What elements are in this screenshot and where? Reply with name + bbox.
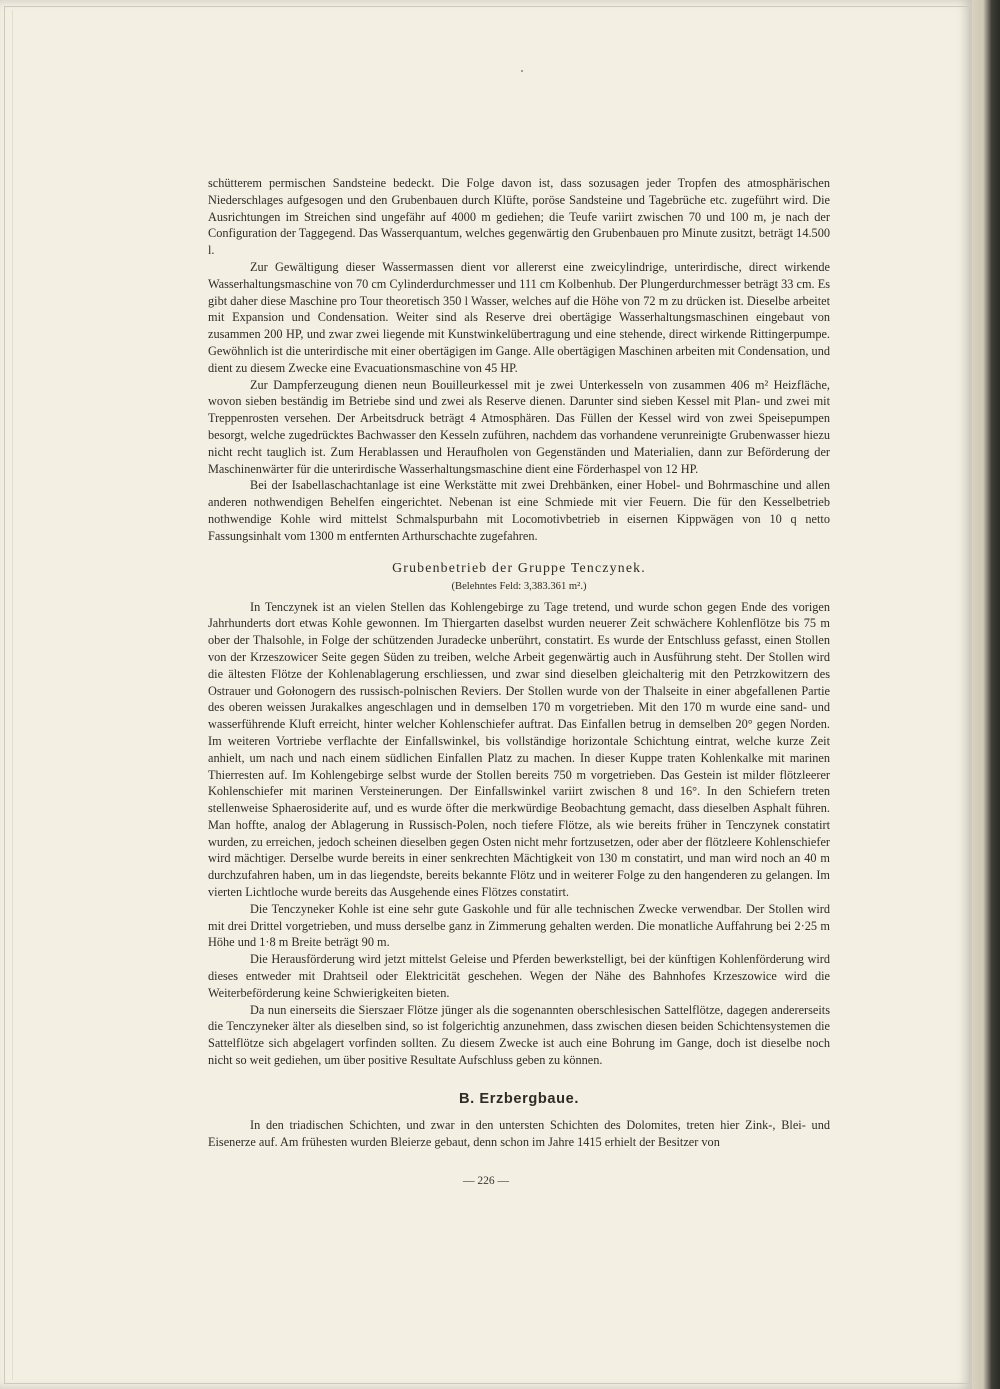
page-edge	[972, 0, 1000, 1389]
paragraph: schütterem permischen Sandsteine bedeckt. Die Folge davon ist, dass sozusagen jeder Tropfen des atmosphärischen Niederschlages aufgesogen und den Grubenbauen durch Klüfte, poröse Sandsteine und Tagebrüche etc. zugeführt wird. Die Ausrichtungen im Streichen sind ungefähr auf 4000 m gediehen; die Teufe variirt zwischen 70 und 100 m, je nach der Configuration der Taggegend. Das Wasserquantum, welches gegenwärtig den Grubenbauen pro Minute zusitzt, beträgt 14.500 l.	[208, 176, 830, 258]
page-body	[208, 175, 830, 1150]
paragraph: Zur Gewältigung dieser Wassermassen dient vor allererst eine zweicylindrige, unterirdische, direct wirkende Wasserhaltungsmaschine von 70 cm Cylinderdurchmesser und 111 cm Kolbenhub. Der Plungerdurchmesser beträgt 33 cm. Es gibt daher diese Maschine pro Tour theoretisch 350 l Wasser, welches auf die Höhe von 72 m zu drücken ist. Dieselbe arbeitet mit Expansion und Condensation. Weiter sind als Reserve drei obertägige Wasserhaltungsmaschinen eingebaut von zusammen 200 HP, und zwar zwei liegende mit Kunstwinkelübertragung und eine stehende, direct wirkende Rittingerpumpe. Gewöhnlich ist die unterirdische mit einer obertägigen im Gange. Alle obertägigen Maschinen arbeiten mit Condensation, und dient zu diesem Zwecke eine Evacuationsmaschine von 45 HP.	[208, 259, 830, 375]
speck-mark	[521, 70, 523, 72]
section-heading-tenczynek: Grubenbetrieb der Gruppe Tenczynek.	[392, 559, 646, 575]
section-subheading-field: (Belehntes Feld: 3,383.361 m².)	[451, 580, 587, 592]
paragraph: Die Herausförderung wird jetzt mittelst Geleise und Pferden bewerkstelligt, bei der künftigen Kohlenförderung wird dieses entweder mit Drahtseil oder Elektricität geschehen. Wegen der Nähe des Bahnhofes Krzeszowice wird die Weiterbeförderung keine Schwierigkeiten bieten.	[208, 952, 830, 1000]
paragraph: Da nun einerseits die Sierszaer Flötze jünger als die sogenannten oberschlesischen Sattelflötze, dagegen andererseits die Tenczyneker älter als dieselben sind, so ist folgerichtig anzunehmen, dass zwischen diesen beiden Schichtensystemen die Sattelflötze sich abgelagert vorfinden sollten. Zu diesem Zwecke ist auch eine Bohrung im Gange, doch ist dieselbe noch nicht so weit gediehen, um über positive Resultate Aufschluss geben zu können.	[208, 1002, 830, 1068]
section-heading-erzbergbaue: B. Erzbergbaue.	[458, 1090, 580, 1107]
paragraph: In den triadischen Schichten, und zwar in den untersten Schichten des Dolomites, treten hier Zink-, Blei- und Eisenerze auf. Am frühesten wurden Bleierze gebaut, denn schon im Jahre 1415 erhielt der Besitzer von	[208, 1117, 830, 1149]
paragraph: Zur Dampferzeugung dienen neun Bouilleurkessel mit je zwei Unterkesseln von zusammen 406 m² Heizfläche, wovon sieben beständig im Betriebe sind und zwei als Reserve dienen. Darunter sind sieben Kessel mit Plan- und zwei mit Treppenrosten versehen. Der Arbeitsdruck beträgt 4 Atmosphären. Das Füllen der Kessel wird von zwei Speisepumpen besorgt, welche zugedrücktes Bachwasser den Kesseln zuführen, nachdem das vorhandene verunreinigte Grubenwasser hiezu nicht recht tauglich ist. Zum Herablassen und Heraufholen von Gegenständen und Materialien, dann zur Beförderung der Maschinenwärter für die unterirdische Wasserhaltungsmaschine dient eine Förderhaspel von 12 HP.	[208, 377, 830, 476]
page-number: — 226 —	[463, 1175, 509, 1187]
paragraph: Bei der Isabellaschachtanlage ist eine Werkstätte mit zwei Drehbänken, einer Hobel- und Bohrmaschine und allen anderen nothwendigen Behelfen eingerichtet. Nebenan ist eine Schmiede mit vier Feuern. Die für den Kesselbetrieb nothwendige Kohle wird mittelst Schmalspurbahn mit Locomotivbetrieb in eisernen Kippwägen von 10 q netto Fassungsinhalt vom 1300 m entfernten Arthurschachte zugefahren.	[208, 478, 830, 543]
paragraph: Die Tenczyneker Kohle ist eine sehr gute Gaskohle und für alle technischen Zwecke verwendbar. Der Stollen wird mit drei Drittel vorgetrieben, und muss derselbe ganz in Zimmerung gehalten werden. Die monatliche Auffahrung bei 2·25 m Höhe und 1·8 m Breite beträgt 90 m.	[208, 901, 830, 950]
paragraph: In Tenczynek ist an vielen Stellen das Kohlengebirge zu Tage tretend, und wurde schon gegen Ende des vorigen Jahrhunderts dort etwas Kohle gewonnen. Im Thiergarten daselbst wurden neuerer Zeit schwächere Kohlenflötze bis 75 m ober der Thalsohle, in Folge der schützenden Juradecke unberührt, constatirt. Es wurde der Entschluss gefasst, einen Stollen von der Krzeszowicer Seite gegen Süden zu treiben, welche Arbeit gegenwärtig auch in Ausführung steht. Der Stollen wird die ältesten Flötze der Kohlenablagerung erschliessen, und zwar sind dieselben gleichalterig mit den Petrzkowitzern des Ostrauer und Gołonogern des russisch-polnischen Reviers. Der Stollen wurde von der Thalseite in einer abgefallenen Partie des oberen weissen Jurakalkes angeschlagen und in demselben 170 m vorgetrieben. Mit den 170 m wurde eine sand- und wasserführende Kluft erreicht, hinter welcher Kohlenschiefer auftrat. Das Einfallen betrug in demselben 20° gegen Norden. Im weiteren Vortriebe verflachte der Einfallswinkel, bis vollständige horizontale Schichtung eintrat, welche kurze Zeit anhielt, um nach und nach einem südlichen Einfallen Platz zu machen. In dieser Kuppe traten Kohlenkalke mit marinen Thierresten auf. Im Kohlengebirge selbst wurde der Stollen bereits 750 m vorgetrieben. Das Gestein ist milder flötzleerer Kohlenschiefer mit marinen Versteinerungen. Der Einfallswinkel variirt zwischen 8 und 16°. In den Schiefern treten stellenweise Sphaerosiderite auf, und es wurde öfter die merkwürdige Beobachtung gemacht, dass dieselben Asphalt führen. Man hoffte, analog der Ablagerung in Russisch-Polen, noch tiefere Flötze, als wie bereits früher in Tenczynek constatirt wurden, zu erreichen, jedoch scheinen dieselben gegen Osten nicht mehr fortzusetzen, oder aber der flötzleere Kohlenschiefer wird mächtiger. Derselbe wurde bereits in einer senkrechten Mächtigkeit von 130 m constatirt, und man wird noch an 40 m durchzufahren haben, um in das liegendste, bereits bekannte Flötz und in weiterer Folge zu den hangenderen zu gelangen. Im vierten Lichtloche wurde bereits das Ausgehende eines Flötzes constatirt.	[208, 599, 830, 900]
